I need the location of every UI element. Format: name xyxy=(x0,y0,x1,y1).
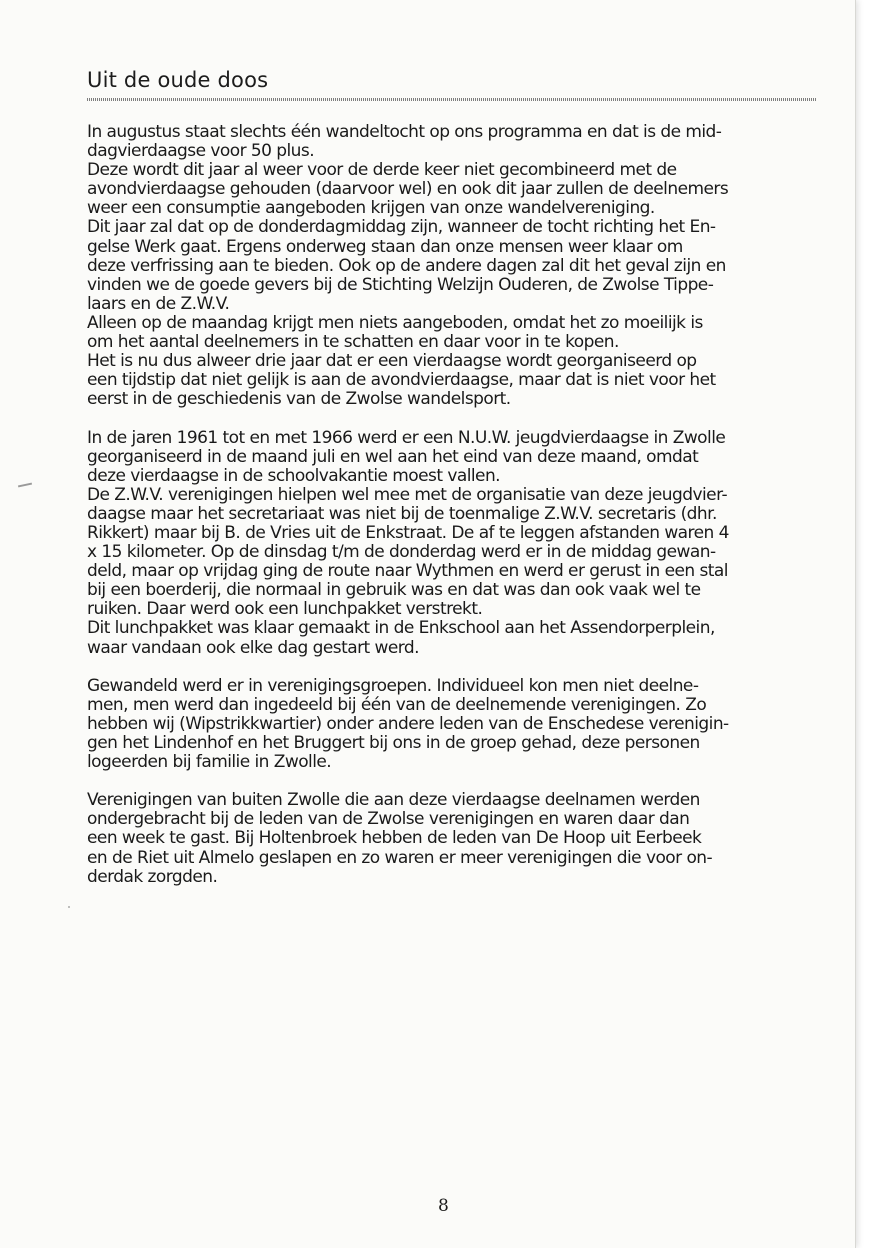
title-underline xyxy=(87,98,817,101)
text-line: waar vandaan ook elke dag gestart werd. xyxy=(87,637,419,658)
text-line: In augustus staat slechts één wandeltocht op ons programma en dat is de mid- xyxy=(87,122,722,142)
article-title: Uit de oude doos xyxy=(87,68,269,92)
text-line: een week te gast. Bij Holtenbroek hebben de leden van De Hoop uit Eerbeek xyxy=(87,828,702,849)
text-line: dagvierdaagse voor 50 plus. xyxy=(87,141,315,162)
paragraph xyxy=(87,429,822,658)
text-line: deld, maar op vrijdag ging de route naar Wythmen en werd er gerust in een stal xyxy=(87,561,728,582)
text-line: georganiseerd in de maand juli en wel aan het eind van deze maand, omdat xyxy=(87,446,699,467)
text-line: Deze wordt dit jaar al weer voor de derde keer niet gecombineerd met de xyxy=(87,160,677,181)
text-line: vinden we de goede gevers bij de Stichting Welzijn Ouderen, de Zwolse Tippe- xyxy=(87,274,714,295)
text-line: x 15 kilometer. Op de dinsdag t/m de donderdag werd er in de middag gewan- xyxy=(87,542,716,563)
text-line: daagse maar het secretariaat was niet bij de toenmalige Z.W.V. secretaris (dhr. xyxy=(87,503,717,524)
text-line: deze vierdaagse in de schoolvakantie moest vallen. xyxy=(87,465,501,486)
text-line: gelse Werk gaat. Ergens onderweg staan dan onze mensen weer klaar om xyxy=(87,236,683,257)
text-line: hebben wij (Wipstrikkwartier) onder andere leden van de Enschedese verenigin- xyxy=(87,713,729,734)
text-line: en de Riet uit Almelo geslapen en zo waren er meer verenigingen die voor on- xyxy=(87,847,713,868)
text-line: een tijdstip dat niet gelijk is aan de avondvierdaagse, maar dat is niet voor het xyxy=(87,370,716,391)
text-line: om het aantal deelnemers in te schatten en daar voor in te kopen. xyxy=(87,332,619,353)
margin-mark xyxy=(18,483,32,488)
text-line: Dit lunchpakket was klaar gemaakt in de Enkschool aan het Assendorperplein, xyxy=(87,618,715,639)
text-line: ondergebracht bij de leden van de Zwolse verenigingen en waren daar dan xyxy=(87,809,690,830)
text-line: bij een boerderij, die normaal in gebruik was en dat was dan ook vaak wel te xyxy=(87,580,701,601)
article-body xyxy=(87,123,822,906)
text-line: gen het Lindenhof en het Bruggert bij ons in de groep gehad, deze personen xyxy=(87,733,700,753)
text-line: weer een consumptie aangeboden krijgen van onze wandelvereniging. xyxy=(87,198,655,219)
text-line: laars en de Z.W.V. xyxy=(87,293,230,314)
text-line: logeerden bij familie in Zwolle. xyxy=(87,752,332,773)
text-line: Gewandeld werd er in verenigingsgroepen. Individueel kon men niet deelne- xyxy=(87,675,699,696)
paragraph xyxy=(87,123,822,409)
text-line: Rikkert) maar bij B. de Vries uit de Enkstraat. De af te leggen afstanden waren 4 xyxy=(87,522,729,543)
scan-speck xyxy=(68,906,70,908)
paragraph xyxy=(87,791,822,886)
text-line: Het is nu dus alweer drie jaar dat er een vierdaagse wordt georganiseerd op xyxy=(87,351,697,372)
text-line: ruiken. Daar werd ook een lunchpakket verstrekt. xyxy=(87,599,483,620)
text-line: eerst in de geschiedenis van de Zwolse wandelsport. xyxy=(87,389,511,410)
text-line: Verenigingen van buiten Zwolle die aan deze vierdaagse deelnamen werden xyxy=(87,790,700,811)
paragraph xyxy=(87,677,822,772)
text-line: De Z.W.V. verenigingen hielpen wel mee met de organisatie van deze jeugdvier- xyxy=(87,484,728,505)
text-line: avondvierdaagse gehouden (daarvoor wel) en ook dit jaar zullen de deelnemers xyxy=(87,179,729,200)
page-number: 8 xyxy=(438,1196,449,1216)
text-line: Alleen op de maandag krijgt men niets aangeboden, omdat het zo moeilijk is xyxy=(87,312,703,333)
text-line: men, men werd dan ingedeeld bij één van de deelnemende verenigingen. Zo xyxy=(87,694,707,715)
text-line: deze verfrissing aan te bieden. Ook op de andere dagen zal dit het geval zijn en xyxy=(87,255,726,276)
text-line: derdak zorgden. xyxy=(87,866,218,887)
text-line: Dit jaar zal dat op de donderdagmiddag zijn, wanneer de tocht richting het En- xyxy=(87,217,716,238)
text-line: In de jaren 1961 tot en met 1966 werd er een N.U.W. jeugdvierdaagse in Zwolle xyxy=(87,427,726,448)
